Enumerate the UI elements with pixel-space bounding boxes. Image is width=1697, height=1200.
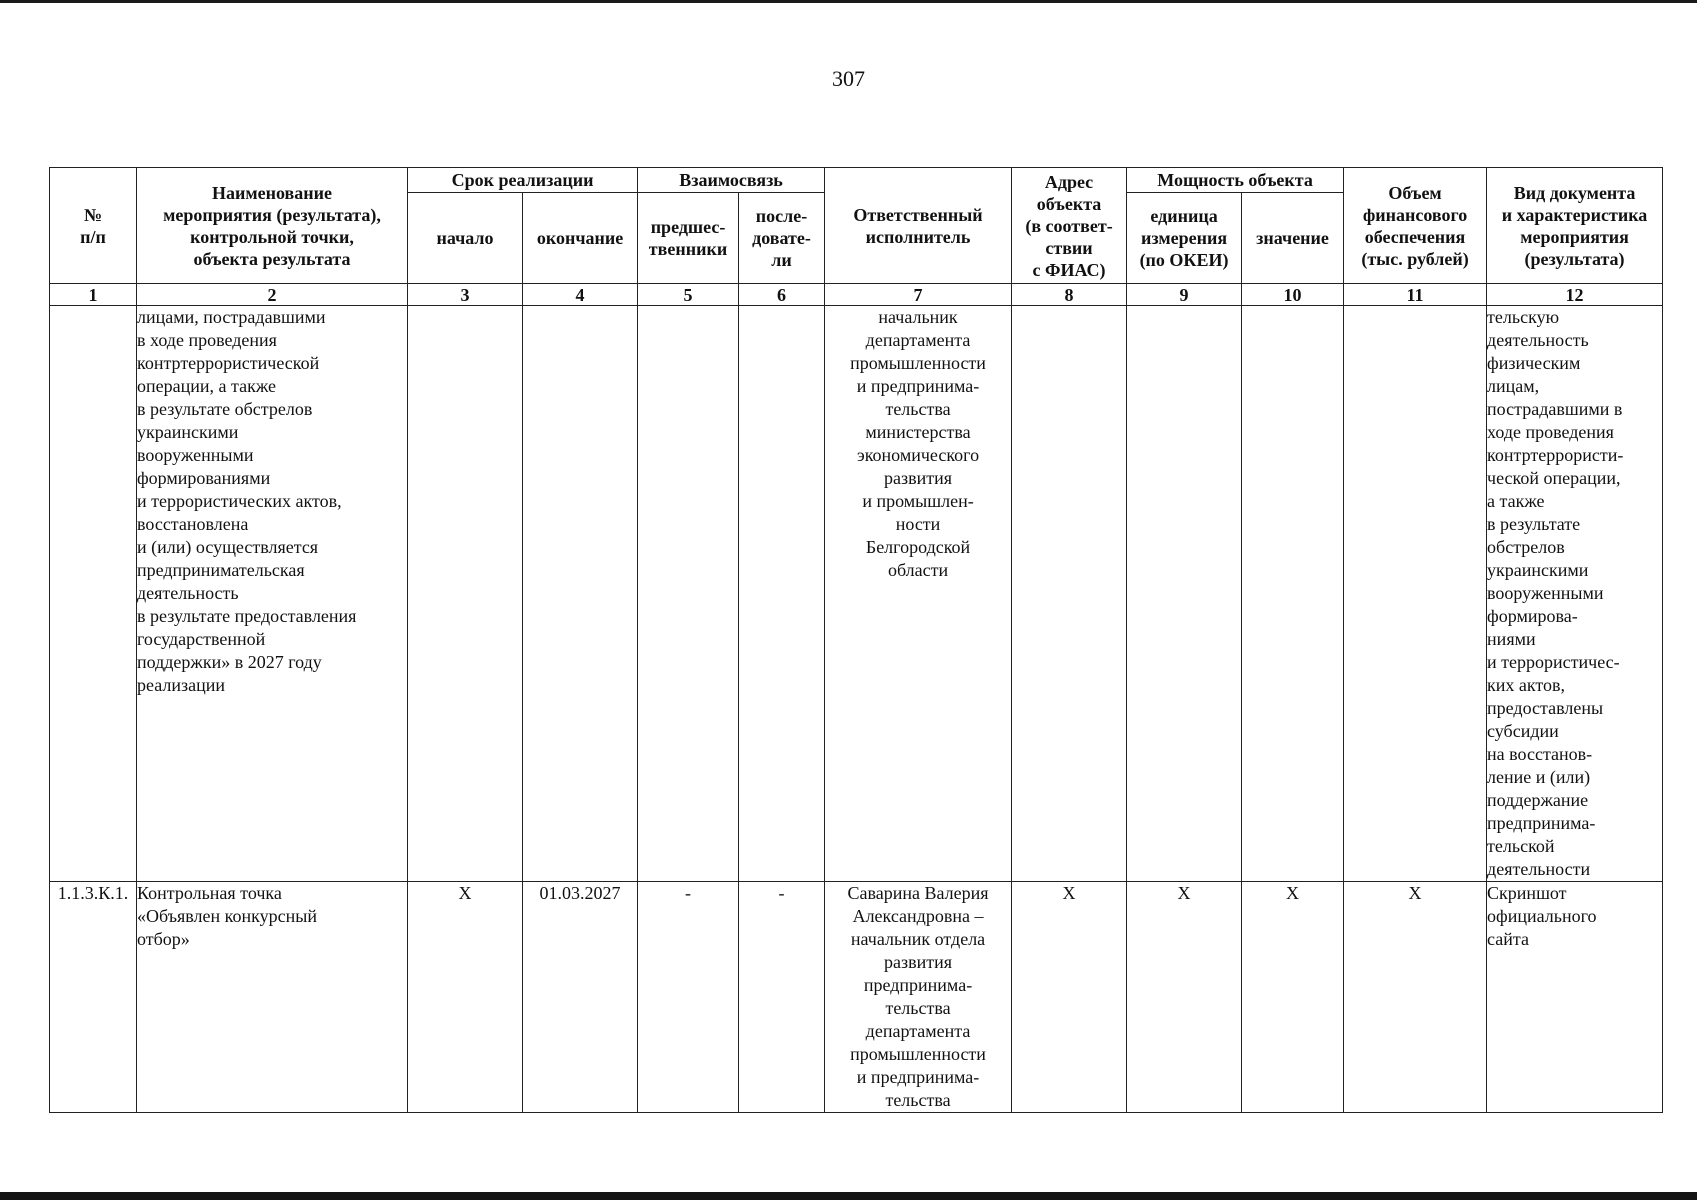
cell-successors [739,306,825,882]
header-link-group: Взаимосвязь [638,168,825,193]
header-name: Наименование мероприятия (результата), контрольной точки, объекта результата [137,168,408,284]
column-number: 8 [1012,284,1127,306]
column-number-row [50,284,1663,306]
cell-unit: Х [1127,882,1242,1113]
cell-predecessors: - [638,882,739,1113]
header-row-1 [50,168,1663,193]
column-number: 1 [50,284,137,306]
cell-predecessors [638,306,739,882]
cell-name: Контрольная точка «Объявлен конкурсный отбор» [137,882,408,1113]
bottom-border-bar [0,1192,1697,1200]
table-row [50,882,1663,1113]
header-responsible: Ответственный исполнитель [825,168,1012,284]
header-finance: Объем финансового обеспечения (тыс. рублей) [1344,168,1487,284]
measures-table [49,167,1663,1113]
header-start: начало [408,193,523,284]
column-number: 11 [1344,284,1487,306]
cell-document: тельскую деятельность физическим лицам, пострадавшими в ходе проведения контртеррористи- ческой операции, а также в результате обстрелов украинскими вооруженными формирова- ниями и террористичес- ких актов, предоставлены субсидии на восстанов- ление и (или) поддержание предпринима- тельской деятельности [1487,306,1663,882]
column-number: 6 [739,284,825,306]
cell-number [50,306,137,882]
top-border-line [0,0,1697,3]
cell-document: Скриншот официального сайта [1487,882,1663,1113]
column-number: 4 [523,284,638,306]
column-number: 12 [1487,284,1663,306]
header-number: № п/п [50,168,137,284]
cell-number: 1.1.3.К.1. [50,882,137,1113]
header-end: окончание [523,193,638,284]
cell-value: Х [1242,882,1344,1113]
cell-address [1012,306,1127,882]
table-row [50,306,1663,882]
page-number: 307 [832,66,865,91]
cell-responsible: Саварина Валерия Александровна – начальник отдела развития предпринима- тельства департамента промышленности и предпринима- тельства [825,882,1012,1113]
cell-start: Х [408,882,523,1113]
cell-finance: Х [1344,882,1487,1113]
column-number: 3 [408,284,523,306]
cell-end: 01.03.2027 [523,882,638,1113]
column-number: 10 [1242,284,1344,306]
column-number: 2 [137,284,408,306]
cell-successors: - [739,882,825,1113]
header-successors: после- довате- ли [739,193,825,284]
header-predecessors: предшес- твенники [638,193,739,284]
cell-unit [1127,306,1242,882]
column-number: 5 [638,284,739,306]
header-value: значение [1242,193,1344,284]
cell-responsible: начальник департамента промышленности и предпринима- тельства министерства экономического развития и промышлен- ности Белгородской области [825,306,1012,882]
cell-end [523,306,638,882]
cell-address: Х [1012,882,1127,1113]
column-number: 9 [1127,284,1242,306]
header-unit: единица измерения (по ОКЕИ) [1127,193,1242,284]
cell-name: лицами, пострадавшими в ходе проведения контртеррористической операции, а также в результате обстрелов украинскими вооруженными формированиями и террористических актов, восстановлена и (или) осуществляется предпринимательская деятельность в результате предоставления государственной поддержки» в 2027 году реализации [137,306,408,882]
column-number: 7 [825,284,1012,306]
header-document: Вид документа и характеристика мероприятия (результата) [1487,168,1663,284]
cell-value [1242,306,1344,882]
cell-finance [1344,306,1487,882]
header-term-group: Срок реализации [408,168,638,193]
cell-start [408,306,523,882]
header-capacity-group: Мощность объекта [1127,168,1344,193]
header-address: Адрес объекта (в соответ- ствии с ФИАС) [1012,168,1127,284]
